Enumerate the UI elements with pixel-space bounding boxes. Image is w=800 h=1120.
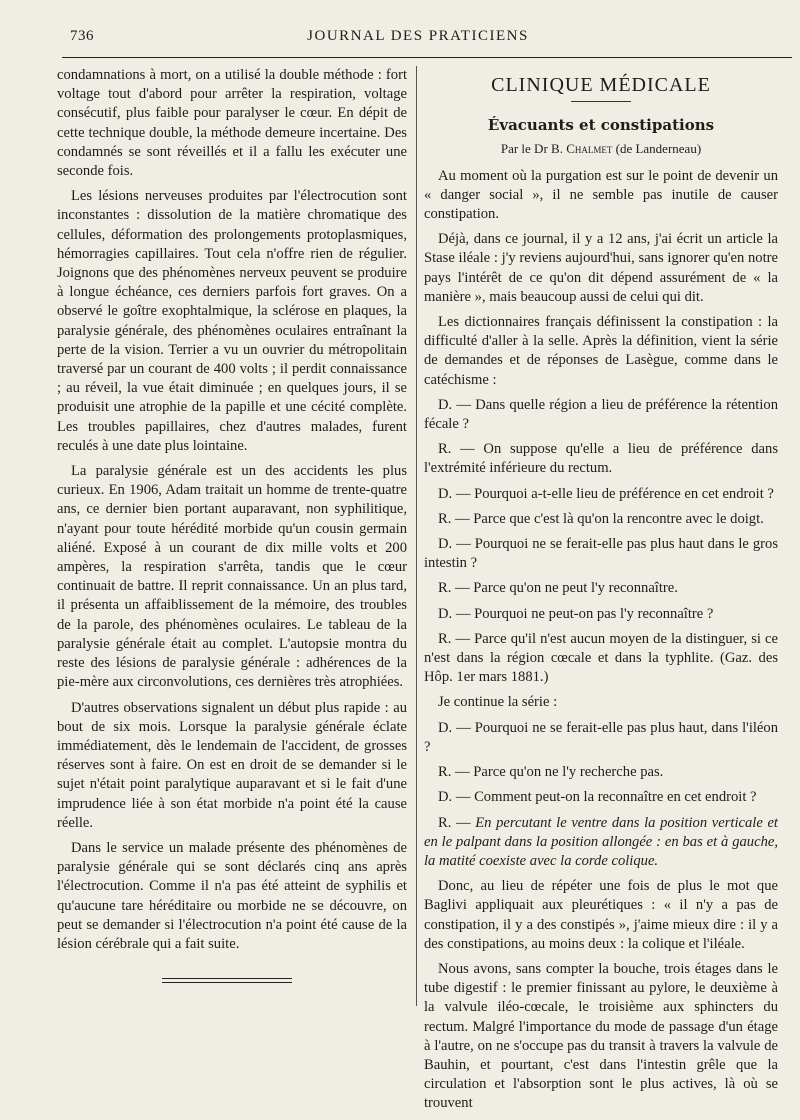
- dialogue-line: R. — On suppose qu'elle a lieu de préférence dans l'extrémité inférieure du rectum.: [424, 441, 778, 477]
- journal-title: JOURNAL DES PRATICIENS: [307, 28, 529, 44]
- paragraph: Déjà, dans ce journal, il y a 12 ans, j'ai écrit un article la Stase iléale : j'y reviens aujourd'hui, sans ignorer qu'en notre pays l'intérêt de ce qu'on dit dépend assurément de « la manière », mais beaucoup aussi de celui qui dit.: [424, 231, 778, 305]
- paragraph: Au moment où la purgation est sur le point de devenir un « danger social », il ne semble pas inutile de causer constipation.: [424, 167, 778, 223]
- dialogue-line: R. — Parce qu'on ne l'y recherche pas.: [438, 764, 664, 781]
- byline-prefix: Par le Dr B.: [500, 141, 567, 157]
- paragraph: condamnations à mort, on a utilisé la double méthode : fort voltage tout d'abord pour arrêter la respiration, voltage consécutif, plus faible pour paralyser le cœur. En dépit de cette technique double, la méthode demeure incertaine. Des condamnés se sont réveillés et il a fallu les exécuter une seconde fois.: [57, 67, 407, 180]
- end-rule: [162, 982, 292, 983]
- right-column: [424, 72, 778, 1120]
- dialogue-line: D. — Pourquoi ne se ferait-elle pas plus haut, dans l'iléon ?: [424, 719, 778, 755]
- dialogue-line: D. — Pourquoi ne se ferait-elle pas plus haut dans le gros intestin ?: [424, 536, 778, 572]
- dialogue-line: R. — Parce que c'est là qu'on la rencontre avec le doigt.: [438, 510, 764, 527]
- dialogue-line: D. — Comment peut-on la reconnaître en cet endroit ?: [438, 789, 757, 806]
- byline-suffix: (de Landerneau): [612, 141, 702, 157]
- dialogue-line: [424, 814, 778, 872]
- paragraph: Les lésions nerveuses produites par l'électrocution sont inconstantes : dissolution de la matière chromatique des cellules, déformation des prolongements protoplasmiques, hémorragies capillaires. Tout cela n'offre rien de régulier. Joignons que des phénomènes nerveux peuvent se produire à longue échéance, ces derniers parfois fort graves. On a observé le goître exophtalmique, la sclérose en plaques, la paralysie générale, des phénomènes oculaires entraînant la perte de la vision. Terrier a vu un ouvrier du métropolitain traversé par un courant de 400 volts ; il perdit connaissance ; au réveil, la vue était diminuée ; en quelques jours, il se produisit une atrophie de la papille et une cécité complète. Les troubles papillaires, chez d'autres malades, furent reculés à une date plus lointaine.: [57, 188, 407, 454]
- page-header: [62, 28, 774, 52]
- column-divider: [416, 66, 417, 1006]
- dialogue-line: R. — Parce qu'on ne peut l'y reconnaître.: [438, 580, 678, 597]
- answer-italic: En percutant le ventre dans la position verticale et en le palpant dans la position allongée : en bas et à gauche, la matité coexiste avec la corde colique.: [424, 814, 778, 869]
- header-rule: [62, 57, 792, 58]
- end-rule: [162, 978, 292, 979]
- article-title: Évacuants et constipations: [487, 116, 715, 135]
- dialogue-line: D. — Pourquoi a-t-elle lieu de préférence en cet endroit ?: [438, 485, 774, 502]
- left-column: [57, 66, 407, 960]
- paragraph: Nous avons, sans compter la bouche, trois étages dans le tube digestif : le premier finissant au pylore, le deuxième à la valvule iléo-cœcale, le troisième aux sphincters du rectum. Malgré l'importance du mode de passage d'un étage à l'autre, on ne s'occupe pas du transit à travers la valvule de Bauhin, et pourtant, c'est dans l'intestin grêle que la circulation et l'absorption sont le plus actives, là où se trouvent: [424, 960, 778, 1112]
- answer-prefix: R. —: [438, 814, 476, 831]
- continue-line: Je continue la série :: [438, 694, 558, 711]
- byline: [424, 139, 778, 158]
- paragraph: D'autres observations signalent un début plus rapide : au bout de six mois. Lorsque la paralysie générale éclate immédiatement, dès le lendemain de l'accident, de grosses réserves sont à faire. On est en droit de se demander si le sujet n'était point paralytique auparavant et si le fait d'une imprudence liée à son état morbide n'a point été la cause réelle.: [57, 699, 407, 831]
- dialogue-line: D. — Dans quelle région a lieu de préférence la rétention fécale ?: [424, 396, 778, 433]
- page-number: 736: [70, 28, 94, 44]
- title-rule: [571, 101, 631, 102]
- author-name: Chalmet: [566, 141, 613, 157]
- paragraph: Dans le service un malade présente des phénomènes de paralysie générale qui se sont déclarés cinq ans après l'électrocution. Comme il n'a pas été atteint de syphilis et qu'aucune tare héréditaire ou morbide ne se découvre, on peut se demander si l'électrocution n'a point été cause de la lésion cérébrale qui a fait suite.: [57, 839, 407, 952]
- section-title: CLINIQUE MÉDICALE: [491, 74, 711, 96]
- paragraph: Donc, au lieu de répéter une fois de plus le mot que Baglivi appliquait aux pleurétiques : « il n'y a pas de constipation, il y a des constipés », j'aime mieux dire : il y a des constipations, au moins deux : la colique et l'iléale.: [424, 878, 778, 952]
- dialogue-line: R. — Parce qu'il n'est aucun moyen de la distinguer, si ce n'est dans la région cœcale et dans la typhlite. (Gaz. des Hôp. 1er mars 1881.): [424, 630, 778, 686]
- paragraph: Les dictionnaires français définissent la constipation : la difficulté d'aller à la selle. Après la définition, vient la série de demandes et de réponses de Lasègue, comme dans le catéchisme :: [424, 314, 778, 388]
- paragraph: La paralysie générale est un des accidents les plus curieux. En 1906, Adam traitait un homme de trente-quatre ans, ce dernier bien portant auparavant, non syphilitique, n'ayant pour toute hérédité morbide qu'un cousin germain aliéné. Exposé à un courant de dix mille volts et 200 ampères, la respiration s'arrêta, tandis que le cœur continuait de battre. Il reprit connaissance. Un an plus tard, il présenta un affaiblissement de la mémoire, des troubles de la parole, des phénomènes oculaires. Le tableau de la paralysie générale était au complet. L'autopsie montra du reste des lésions de paralysie générale : adhérences de la pie-mère aux circonvolutions, ces dernières très atrophiées.: [57, 463, 407, 691]
- dialogue-line: D. — Pourquoi ne peut-on pas l'y reconnaître ?: [438, 605, 714, 622]
